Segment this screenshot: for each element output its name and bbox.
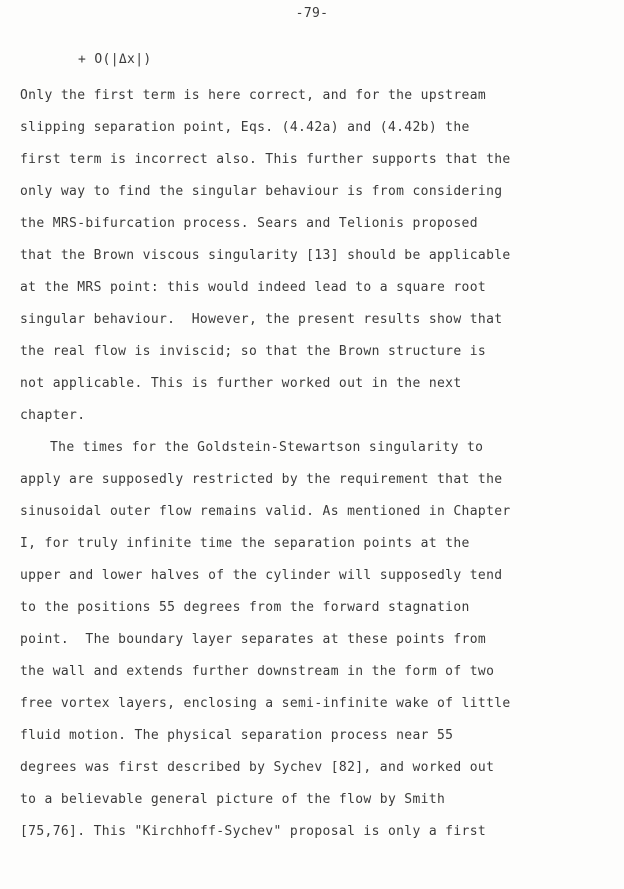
text-line: the MRS-bifurcation process. Sears and Telionis proposed (20, 216, 478, 231)
text-line: I, for truly infinite time the separation points at the (20, 536, 470, 551)
text-line: the real flow is inviscid; so that the Brown structure is (20, 344, 487, 359)
text-line: to a believable general picture of the flow by Smith (20, 792, 446, 807)
text-line: slipping separation point, Eqs. (4.42a) and (4.42b) the (20, 120, 470, 135)
paragraph-start-line: The times for the Goldstein-Stewartson singularity to (50, 440, 484, 455)
text-line: singular behaviour. However, the present results show that (20, 312, 503, 327)
text-line: only way to find the singular behaviour is from considering (20, 184, 503, 199)
body-text (20, 80, 620, 848)
text-line: [75,76]. This "Kirchhoff-Sychev" proposal is only a first (20, 824, 487, 839)
text-line: degrees was first described by Sychev [82], and worked out (20, 760, 495, 775)
text-line: the wall and extends further downstream in the form of two (20, 664, 495, 679)
text-line: apply are supposedly restricted by the requirement that the (20, 472, 503, 487)
text-line: at the MRS point: this would indeed lead to a square root (20, 280, 487, 295)
text-line: Only the first term is here correct, and for the upstream (20, 88, 487, 103)
text-line: not applicable. This is further worked out in the next (20, 376, 462, 391)
text-line: point. The boundary layer separates at these points from (20, 632, 487, 647)
text-line: fluid motion. The physical separation process near 55 (20, 728, 454, 743)
page-number: -79- (295, 6, 329, 21)
text-line: upper and lower halves of the cylinder will supposedly tend (20, 568, 503, 583)
text-line: first term is incorrect also. This further supports that the (20, 152, 511, 167)
text-line: to the positions 55 degrees from the forward stagnation (20, 600, 470, 615)
text-line: chapter. (20, 408, 86, 423)
text-line: free vortex layers, enclosing a semi-infinite wake of little (20, 696, 511, 711)
text-line: sinusoidal outer flow remains valid. As mentioned in Chapter (20, 504, 511, 519)
formula-line: + O(|Δx|) (78, 52, 152, 67)
text-line: that the Brown viscous singularity [13] should be applicable (20, 248, 511, 263)
